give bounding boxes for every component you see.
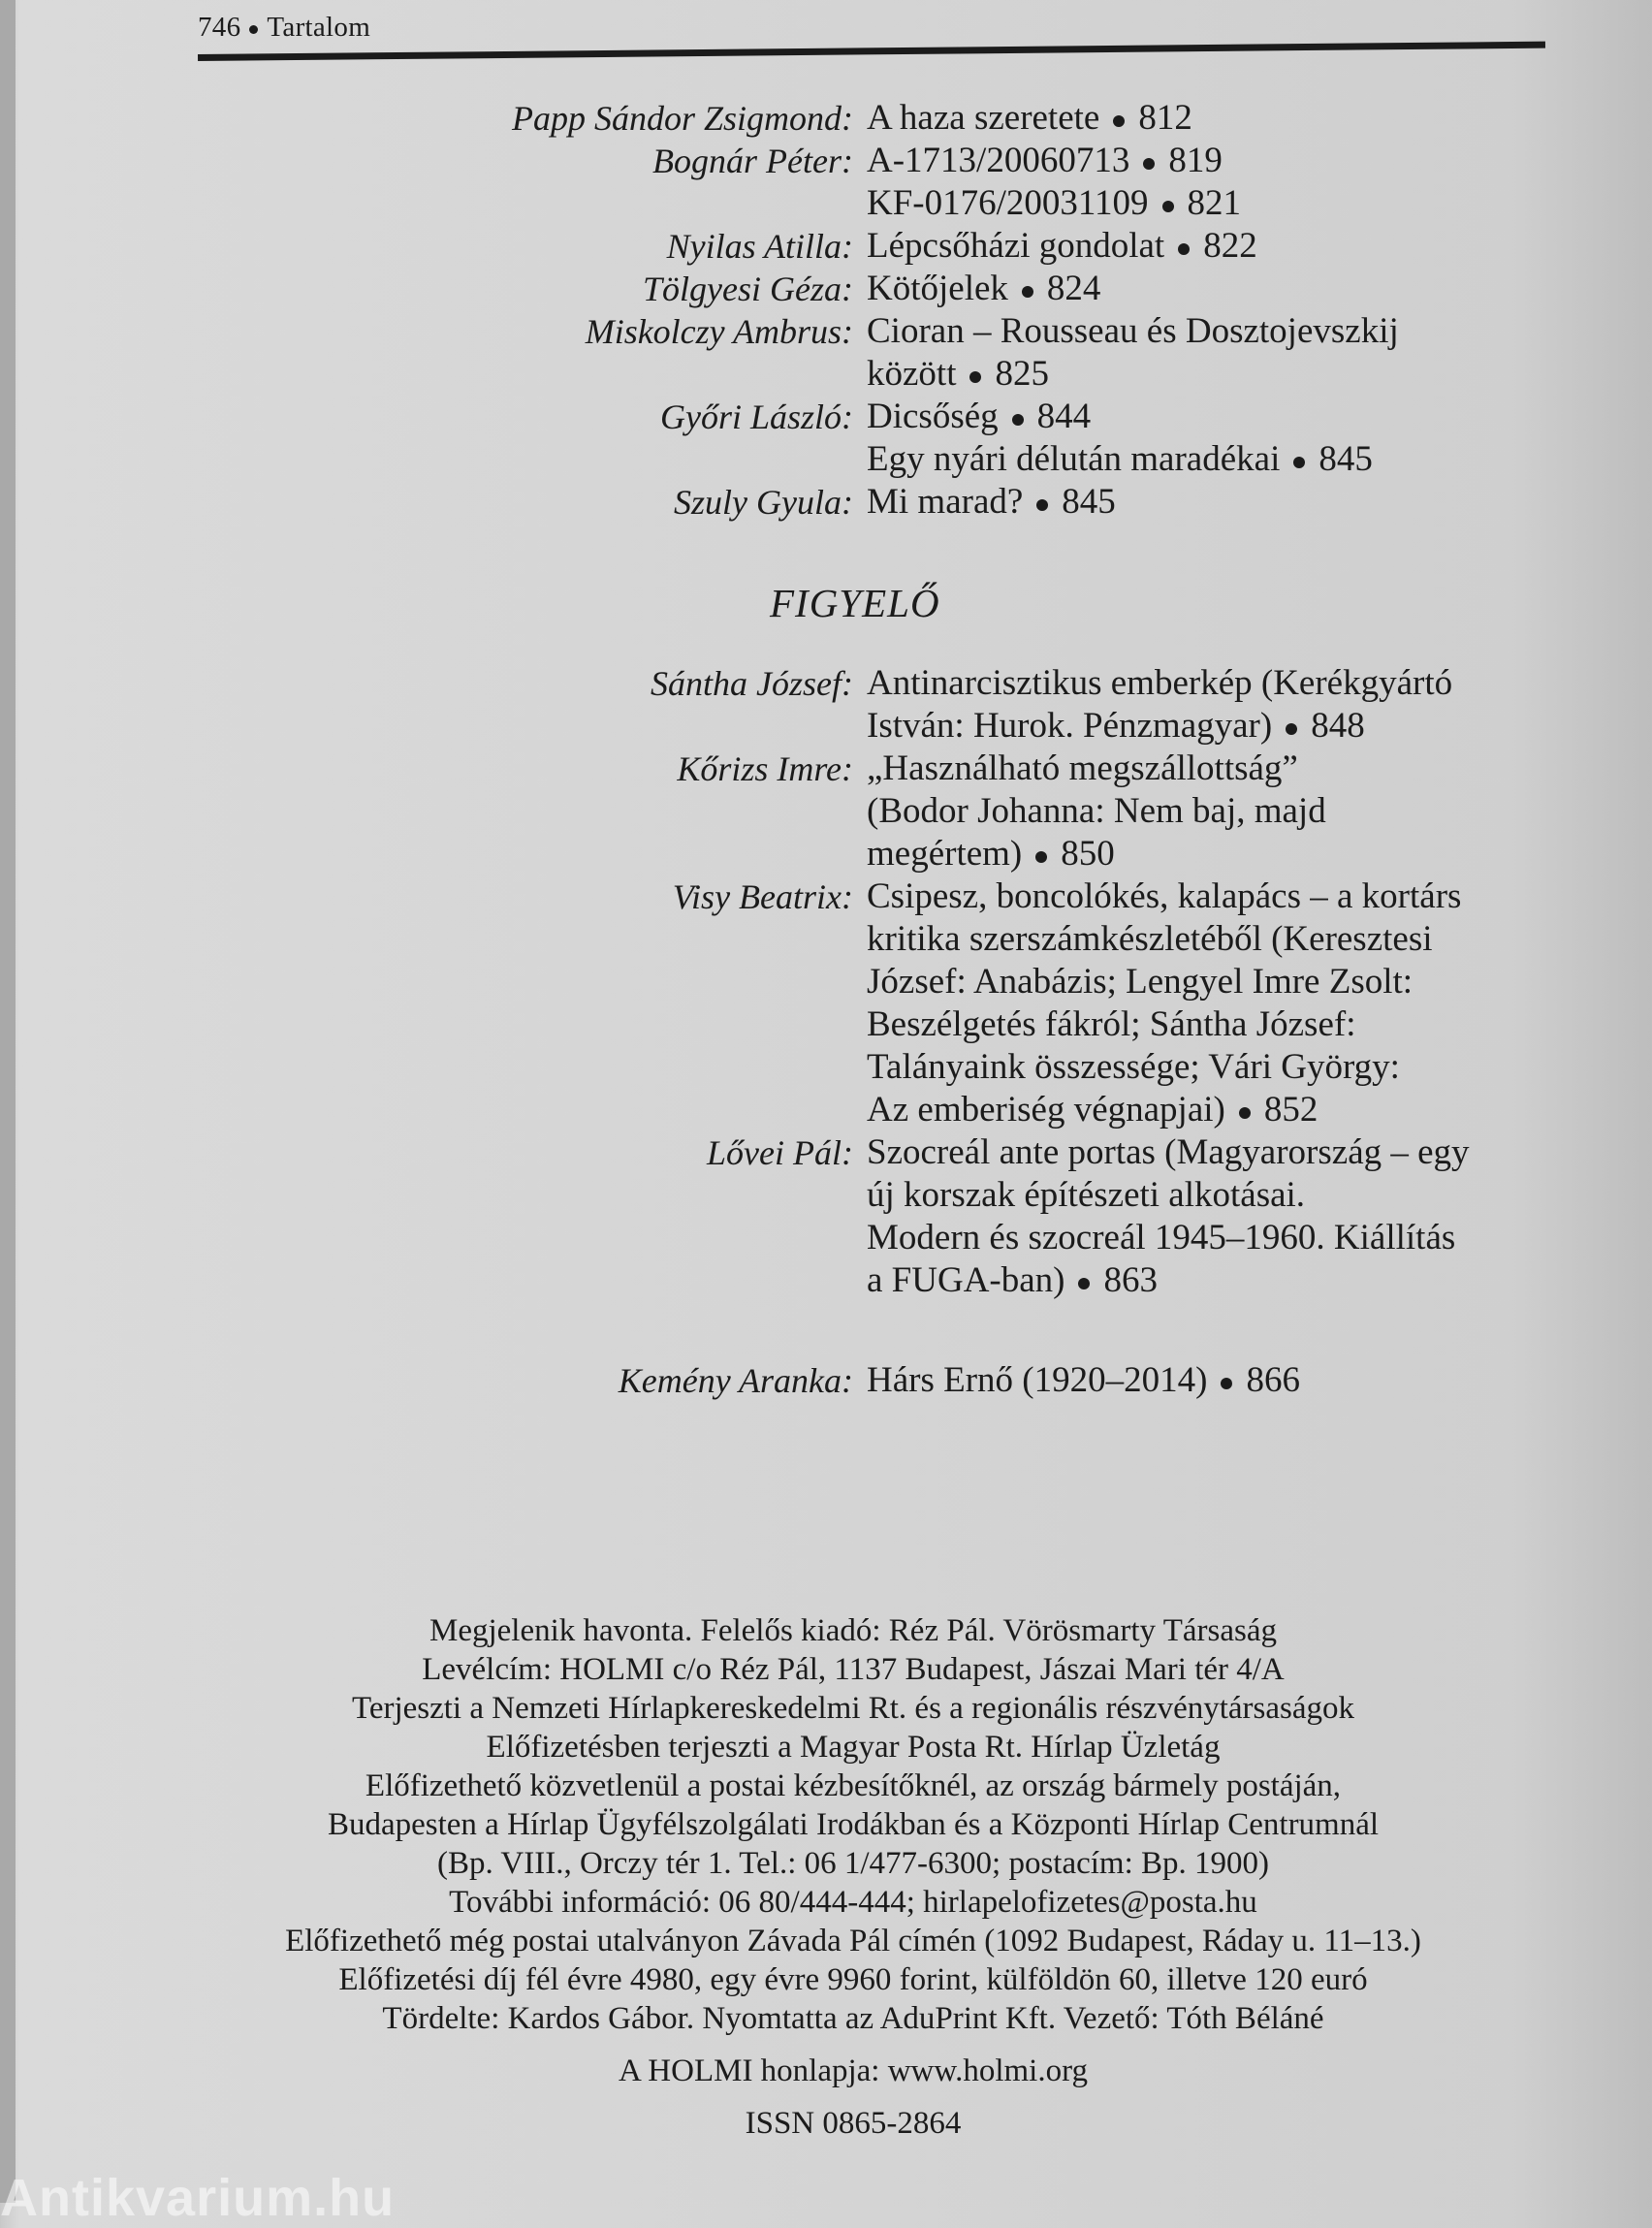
toc-works [867,662,1565,748]
colophon-line: Előfizetési díj fél évre 4980, egy évre 9960 forint, külföldön 60, illetve 120 euró [338,1962,1368,1997]
colophon-line: Előfizetésben terjeszti a Magyar Posta Rt. Hírlap Üzletág [486,1730,1221,1765]
toc-work-title: István: Hurok. Pénzmagyar) [867,706,1273,746]
toc-page-number: 852 [1263,1090,1318,1130]
toc-entry [0,396,1652,481]
toc-author: Papp Sándor Zsigmond: [511,99,853,138]
toc-work-line [867,140,1565,182]
colophon-line: (Bp. VIII., Orczy tér 1. Tel.: 06 1/477-6300; postacím: Bp. 1900) [437,1846,1269,1881]
toc-entry [0,662,1652,748]
toc-entry [0,140,1652,225]
toc-work-title: között [867,354,957,394]
toc-work-line [867,1174,1565,1217]
toc-work-title: Csipesz, boncolókés, kalapács – a kortárs [867,876,1462,916]
colophon-line: Előfizethető még postai utalványon Závada Pál címén (1092 Budapest, Ráday u. 11–13.) [285,1924,1421,1958]
toc-work-title: Az emberiség végnapjai) [867,1090,1225,1130]
bullet-icon [1113,115,1125,127]
toc-author: Sántha József: [651,664,853,703]
toc-page-number: 848 [1311,706,1365,746]
toc-work-line [867,438,1565,481]
toc-entry [0,310,1652,396]
toc-work-line [867,268,1565,310]
toc-page-number: 863 [1103,1260,1158,1300]
colophon [175,1611,1532,2143]
toc-work-line [867,97,1565,140]
website-line: A HOLMI honlapja: www.holmi.org [619,2053,1088,2088]
toc-work-title: Hárs Ernő (1920–2014) [867,1360,1208,1400]
toc-entry [0,1131,1652,1302]
bullet-icon [1221,1378,1232,1389]
toc-works [867,97,1565,140]
toc-works [867,225,1565,268]
toc-work-line [867,705,1565,748]
toc-list-figyelo [0,662,1652,1302]
bullet-icon [1022,286,1033,298]
header-rule [198,42,1545,61]
bullet-icon [1012,414,1024,426]
toc-work-title: Mi marad? [867,482,1024,522]
toc-works [867,875,1565,1131]
toc-work-line [867,961,1565,1003]
bullet-icon [1286,723,1297,735]
page-number: 746 [198,12,241,43]
toc-page-number: 824 [1046,269,1101,308]
toc-work-title: Kötőjelek [867,269,1008,308]
toc-work-title: József: Anabázis; Lengyel Imre Zsolt: [867,962,1414,1002]
toc-work-title: „Használható megszállottság” [867,748,1298,788]
bullet-icon [1178,243,1190,255]
toc-author: Nyilas Atilla: [666,227,853,266]
toc-entry [0,268,1652,310]
colophon-line: Budapesten a Hírlap Ügyfélszolgálati Irodákban és a Központi Hírlap Centrumnál [327,1807,1380,1842]
toc-work-line [867,310,1565,353]
toc-work-title: (Bodor Johanna: Nem baj, majd [867,791,1326,831]
colophon-line: Tördelte: Kardos Gábor. Nyomtatta az AduPrint Kft. Vezető: Tóth Béláné [382,2001,1324,2036]
toc-work-title: A haza szeretete [867,98,1100,138]
toc-work-line [867,1046,1565,1089]
watermark: Antikvarium.hu [0,2169,396,2227]
toc-page-number: 850 [1061,834,1115,874]
toc-work-title: Beszélgetés fákról; Sántha József: [867,1004,1356,1044]
toc-works [867,140,1565,225]
bullet-icon [1162,201,1174,212]
colophon-lines [175,1611,1532,2038]
toc-page-number: 844 [1036,397,1092,436]
toc-work-line [867,353,1565,396]
toc-work-line [867,1259,1565,1302]
toc-entry [0,875,1652,1131]
toc-work-line [867,662,1565,705]
toc-author: Kemény Aranka: [618,1361,853,1400]
toc-works [867,268,1565,310]
toc-work-title: Cioran – Rousseau és Dosztojevszkij [867,311,1399,351]
bullet-icon [1035,851,1047,863]
toc-work-line [867,396,1565,438]
toc-work-line [867,1131,1565,1174]
toc-work-line [867,748,1565,790]
toc-works [867,481,1565,524]
toc-author: Visy Beatrix: [672,877,853,916]
toc-work-title: Szocreál ante portas (Magyarország – egy [867,1132,1470,1172]
toc-works [867,396,1565,481]
toc-author: Kőrizs Imre: [677,749,853,788]
toc-work-line [867,481,1565,524]
toc-page-number: 825 [995,354,1049,394]
toc-page-number: 845 [1062,482,1116,522]
toc-entry [0,97,1652,140]
toc-works [867,1131,1565,1302]
header-title: Tartalom [267,12,371,43]
colophon-line: Előfizethető közvetlenül a postai kézbesítőknél, az ország bármely postáján, [365,1768,1342,1803]
toc-work-title: Antinarcisztikus emberkép (Kerékgyártó [867,663,1453,703]
toc-entry [0,748,1652,875]
bullet-icon [249,25,258,34]
toc-work-line [867,918,1565,961]
toc-page-number: 812 [1138,98,1192,138]
toc-entry [0,481,1652,524]
toc-work-line [867,875,1565,918]
toc-author: Miskolczy Ambrus: [585,312,853,351]
bullet-icon [1293,457,1305,468]
toc-author: Szuly Gyula: [674,483,853,522]
toc-work-line [867,833,1565,875]
bullet-icon [1239,1107,1251,1119]
toc-work-title: megértem) [867,834,1023,874]
colophon-line: Terjeszti a Nemzeti Hírlapkereskedelmi Rt. és a regionális részvénytársaságok [351,1691,1355,1726]
toc-work-title: kritika szerszámkészletéből (Keresztesi [867,919,1433,959]
toc-work-title: Lépcsőházi gondolat [867,226,1165,266]
toc-author: Győri László: [659,398,853,436]
toc-page-number: 866 [1246,1360,1300,1400]
toc-work-title: A-1713/20060713 [867,141,1130,180]
toc-work-title: Egy nyári délután maradékai [867,439,1281,479]
section-title: FIGYELŐ [770,581,940,625]
toc-work-line [867,1089,1565,1131]
colophon-line: Levélcím: HOLMI c/o Réz Pál, 1137 Budapest, Jászai Mari tér 4/A [422,1652,1285,1687]
toc-list-final [0,1359,1652,1402]
toc-page-number: 819 [1168,141,1223,180]
colophon-line: További információ: 06 80/444-444; hirlapelofizetes@posta.hu [449,1885,1257,1920]
toc-work-line [867,790,1565,833]
page-header [198,12,370,44]
bullet-icon [1078,1278,1090,1289]
toc-works [867,748,1565,875]
toc-page-number: 821 [1187,183,1242,223]
toc-works [867,1359,1565,1402]
toc-page-number: 845 [1318,439,1373,479]
toc-work-line [867,1217,1565,1259]
toc-works [867,310,1565,396]
bullet-icon [1036,499,1048,511]
toc-work-title: Dicsőség [867,397,999,436]
colophon-line: Megjelenik havonta. Felelős kiadó: Réz Pál. Vörösmarty Társaság [429,1613,1277,1648]
toc-work-title: új korszak építészeti alkotásai. [867,1175,1306,1215]
toc-work-title: a FUGA-ban) [867,1260,1065,1300]
toc-work-line [867,182,1565,225]
toc-work-title: Modern és szocreál 1945–1960. Kiállítás [867,1218,1456,1257]
toc-work-title: Talányaink összessége; Vári György: [867,1047,1400,1087]
toc-work-line [867,1359,1565,1402]
toc-list-top [0,97,1652,524]
bullet-icon [969,371,981,383]
toc-work-line [867,225,1565,268]
toc-entry [0,225,1652,268]
toc-work-title: KF-0176/20031109 [867,183,1149,223]
toc-work-line [867,1003,1565,1046]
toc-author: Tölgyesi Géza: [643,270,853,308]
toc-author: Bognár Péter: [652,142,853,180]
toc-entry [0,1359,1652,1402]
issn-line: ISSN 0865-2864 [745,2106,962,2141]
toc-author: Lővei Pál: [707,1133,853,1172]
bullet-icon [1143,158,1155,170]
toc-page-number: 822 [1203,226,1257,266]
